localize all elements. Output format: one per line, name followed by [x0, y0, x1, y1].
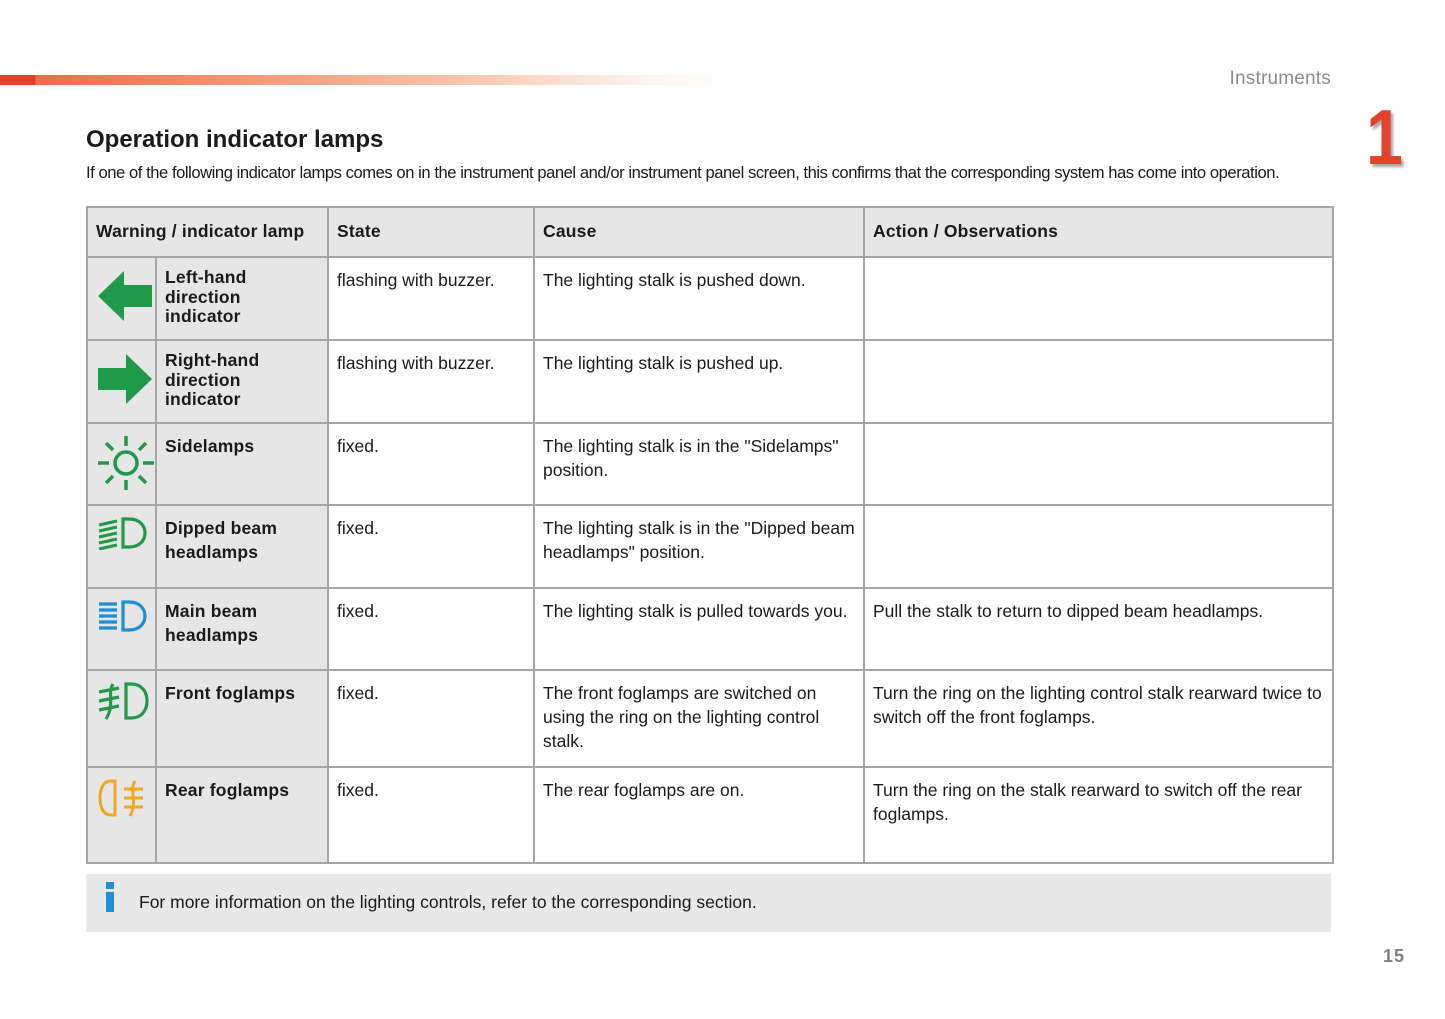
lamp-icon-cell [87, 257, 156, 340]
header-cause: Cause [534, 207, 864, 257]
lamp-action [864, 505, 1333, 588]
lamp-cause: The lighting stalk is in the "Sidelamps" position. [534, 423, 864, 505]
lamp-state: flashing with buzzer. [328, 257, 534, 340]
header-accent-bar [0, 75, 720, 85]
lamp-name: Front foglamps [156, 670, 328, 767]
intro-text: If one of the following indicator lamps comes on in the instrument panel and/or instrument panel screen, this confirms that the corresponding system has come into operation. [86, 163, 1280, 182]
dipped-beam-icon [96, 516, 148, 550]
page-title: Operation indicator lamps [86, 126, 384, 153]
info-text: For more information on the lighting controls, refer to the corresponding section. [139, 892, 757, 912]
lamp-state: fixed. [328, 767, 534, 863]
chapter-number: 1 [1366, 93, 1403, 181]
lamp-cause: The lighting stalk is in the "Dipped beam headlamps" position. [534, 505, 864, 588]
lamp-action: Turn the ring on the lighting control stalk rearward twice to switch off the front foglamps. [864, 670, 1333, 767]
right-arrow-icon [96, 351, 154, 407]
lamp-icon-cell [87, 340, 156, 423]
lamp-state: fixed. [328, 670, 534, 767]
header-lamp: Warning / indicator lamp [87, 207, 328, 257]
table-row [87, 588, 1333, 670]
lamp-cause: The lighting stalk is pushed up. [534, 340, 864, 423]
lamp-state: fixed. [328, 588, 534, 670]
lamp-cause: The lighting stalk is pulled towards you. [534, 588, 864, 670]
left-arrow-icon [96, 268, 154, 324]
front-foglamps-icon [96, 681, 150, 721]
rear-foglamps-icon [97, 778, 147, 818]
section-label: Instruments [1229, 68, 1331, 89]
lamp-name: Rear foglamps [156, 767, 328, 863]
indicator-lamps-table [86, 206, 1334, 864]
lamp-icon-cell [87, 588, 156, 670]
lamp-action [864, 340, 1333, 423]
lamp-action [864, 257, 1333, 340]
table-row [87, 423, 1333, 505]
lamp-icon-cell [87, 670, 156, 767]
header-state: State [328, 207, 534, 257]
info-icon [104, 882, 116, 912]
sidelamps-icon [96, 434, 156, 492]
lamp-name: Sidelamps [156, 423, 328, 505]
lamp-name: Right-hand direction indicator [156, 340, 328, 423]
lamp-icon-cell [87, 505, 156, 588]
lamp-action: Turn the ring on the stalk rearward to switch off the rear foglamps. [864, 767, 1333, 863]
lamp-name: Main beam headlamps [156, 588, 328, 670]
lamp-state: fixed. [328, 423, 534, 505]
table-row [87, 767, 1333, 863]
table-row [87, 257, 1333, 340]
page-number: 15 [1383, 946, 1406, 966]
table-row [87, 670, 1333, 767]
lamp-name: Dipped beam headlamps [156, 505, 328, 588]
lamp-state: fixed. [328, 505, 534, 588]
main-beam-icon [96, 599, 148, 633]
lamp-cause: The lighting stalk is pushed down. [534, 257, 864, 340]
lamp-cause: The rear foglamps are on. [534, 767, 864, 863]
header-action: Action / Observations [864, 207, 1333, 257]
lamp-cause: The front foglamps are switched on using the ring on the lighting control stalk. [534, 670, 864, 767]
table-header-row [87, 207, 1333, 257]
lamp-action [864, 423, 1333, 505]
info-note [86, 874, 1331, 932]
table-row [87, 505, 1333, 588]
table-row [87, 340, 1333, 423]
lamp-name: Left-hand direction indicator [156, 257, 328, 340]
lamp-state: flashing with buzzer. [328, 340, 534, 423]
lamp-icon-cell [87, 767, 156, 863]
lamp-icon-cell [87, 423, 156, 505]
lamp-action: Pull the stalk to return to dipped beam headlamps. [864, 588, 1333, 670]
